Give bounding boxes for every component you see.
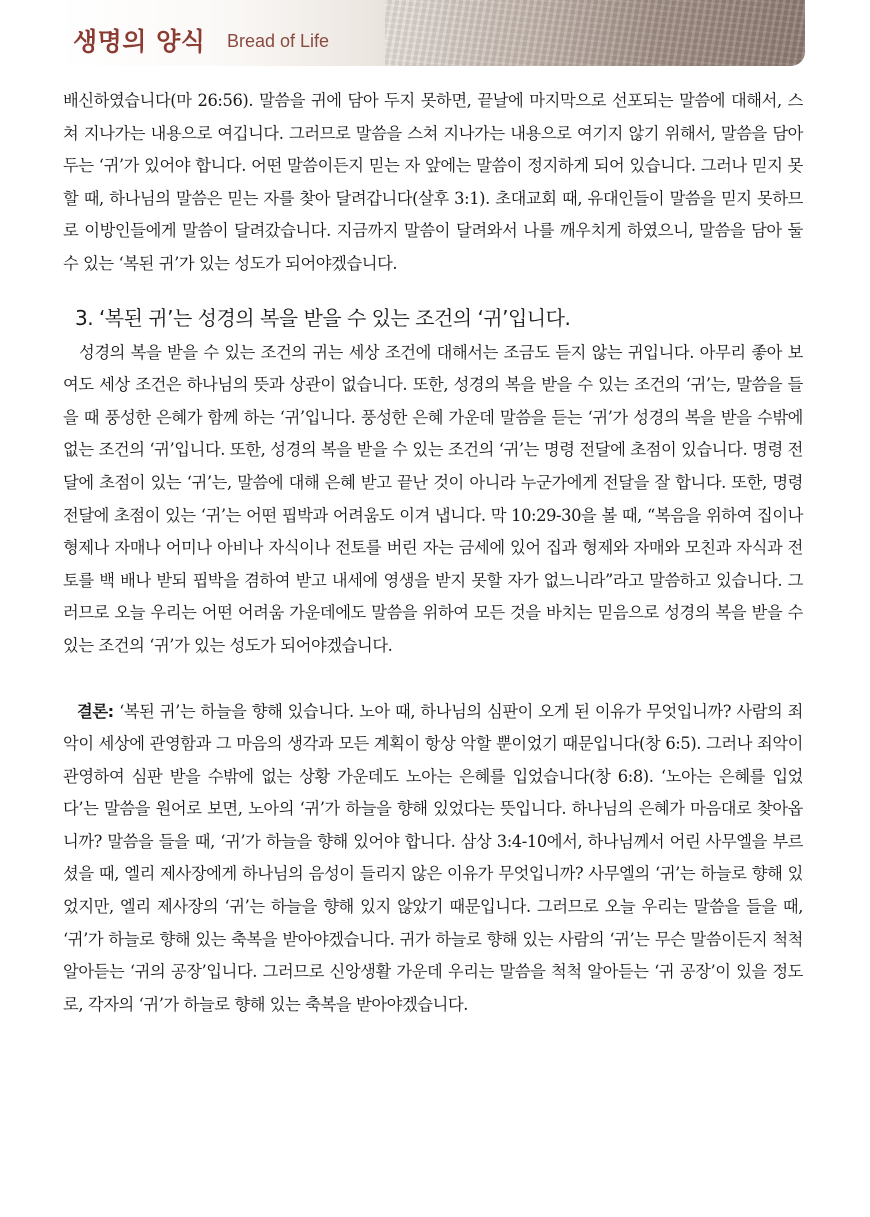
conclusion-label: 결론: — [77, 701, 114, 721]
header-title-korean: 생명의 양식 — [73, 27, 206, 56]
header-title-english: Bread of Life — [227, 31, 330, 51]
conclusion-paragraph — [63, 696, 803, 1022]
section-3-heading: 3. ‘복된 귀’는 성경의 복을 받을 수 있는 조건의 ‘귀’입니다. — [75, 305, 571, 330]
page-header — [57, 0, 805, 66]
paragraph-gap — [63, 663, 803, 696]
header-background-photo — [385, 0, 805, 66]
section-3-paragraph: 성경의 복을 받을 수 있는 조건의 귀는 세상 조건에 대해서는 조금도 듣지 않는 귀입니다. 아무리 좋아 보여도 세상 조건은 하나님의 뜻과 상관이 없습니다. 또한, 성경의 복을 받을 수 있는 조건의 ‘귀’는, 말씀을 들을 때 풍성한 은혜가 함께 하는 ‘귀’입니다. 풍성한 은혜 가운데 말씀을 듣는 ‘귀’가 성경의 복을 받을 수밖에 없는 조건의 ‘귀’입니다. 또한, 성경의 복을 받을 수 있는 조건의 ‘귀’는 명령 전달에 초점이 있습니다. 명령 전달에 초점이 있는 ‘귀’는, 말씀에 대해 은혜 받고 끝난 것이 아니라 누군가에게 전달을 잘 합니다. 또한, 명령 전달에 초점이 있는 ‘귀’는 어떤 핍박과 어려움도 이겨 냅니다. 막 10:29-30을 볼 때, “복음을 위하여 집이나 형제나 자매나 어미나 아비나 자식이나 전토를 버린 자는 금세에 있어 집과 형제와 자매와 모친과 자식과 전토를 백 배나 받되 핍박을 겸하여 받고 내세에 영생을 받지 못할 자가 없느니라”라고 말씀하고 있습니다. 그러므로 오늘 우리는 어떤 어려움 가운데에도 말씀을 위하여 모든 것을 바치는 믿음으로 성경의 복을 받을 수 있는 조건의 ‘귀’가 있는 성도가 되어야겠습니다. — [63, 342, 803, 655]
article-body — [63, 85, 803, 1021]
conclusion-text: ‘복된 귀’는 하늘을 향해 있습니다. 노아 때, 하나님의 심판이 오게 된 이유가 무엇입니까? 사람의 죄악이 세상에 관영함과 그 마음의 생각과 모든 계획이 항상 악할 뿐이었기 때문입니다(창 6:5). 그러나 죄악이 관영하여 심판 받을 수밖에 없는 상황 가운데도 노아는 은혜를 입었습니다(창 6:8). ‘노아는 은혜를 입었다’는 말씀을 원어로 보면, 노아의 ‘귀’가 하늘을 향해 있었다는 뜻입니다. 하나님의 은혜가 마음대로 찾아옵니까? 말씀을 들을 때, ‘귀’가 하늘을 향해 있어야 합니다. 삼상 3:4-10에서, 하나님께서 어린 사무엘을 부르셨을 때, 엘리 제사장에게 하나님의 음성이 들리지 않은 이유가 무엇입니까? 사무엘의 ‘귀’는 하늘로 향해 있었지만, 엘리 제사장의 ‘귀’는 하늘을 향해 있지 않았기 때문입니다. 그러므로 오늘 우리는 말씀을 들을 때, ‘귀’가 하늘로 향해 있는 축복을 받아야겠습니다. 귀가 하늘로 향해 있는 사람의 ‘귀’는 무슨 말씀이든지 척척 알아듣는 ‘귀의 공장’입니다. 그러므로 신앙생활 가운데 우리는 말씀을 척척 알아듣는 ‘귀 공장’이 있을 정도로, 각자의 ‘귀’가 하늘로 향해 있는 축복을 받아야겠습니다. — [63, 701, 803, 1014]
intro-paragraph: 배신하였습니다(마 26:56). 말씀을 귀에 담아 두지 못하면, 끝날에 마지막으로 선포되는 말씀에 대해서, 스쳐 지나가는 내용으로 여깁니다. 그러므로 말씀을 스쳐 지나가는 내용으로 여기지 않기 위해서, 말씀을 담아 두는 ‘귀’가 있어야 합니다. 어떤 말씀이든지 믿는 자 앞에는 말씀이 정지하게 되어 있습니다. 그러나 믿지 못할 때, 하나님의 말씀은 믿는 자를 찾아 달려갑니다(살후 3:1). 초대교회 때, 유대인들이 말씀을 믿지 못하므로 이방인들에게 말씀이 달려갔습니다. 지금까지 말씀이 달려와서 나를 깨우치게 하였으니, 말씀을 담아 둘 수 있는 ‘복된 귀’가 있는 성도가 되어야겠습니다. — [63, 91, 803, 273]
